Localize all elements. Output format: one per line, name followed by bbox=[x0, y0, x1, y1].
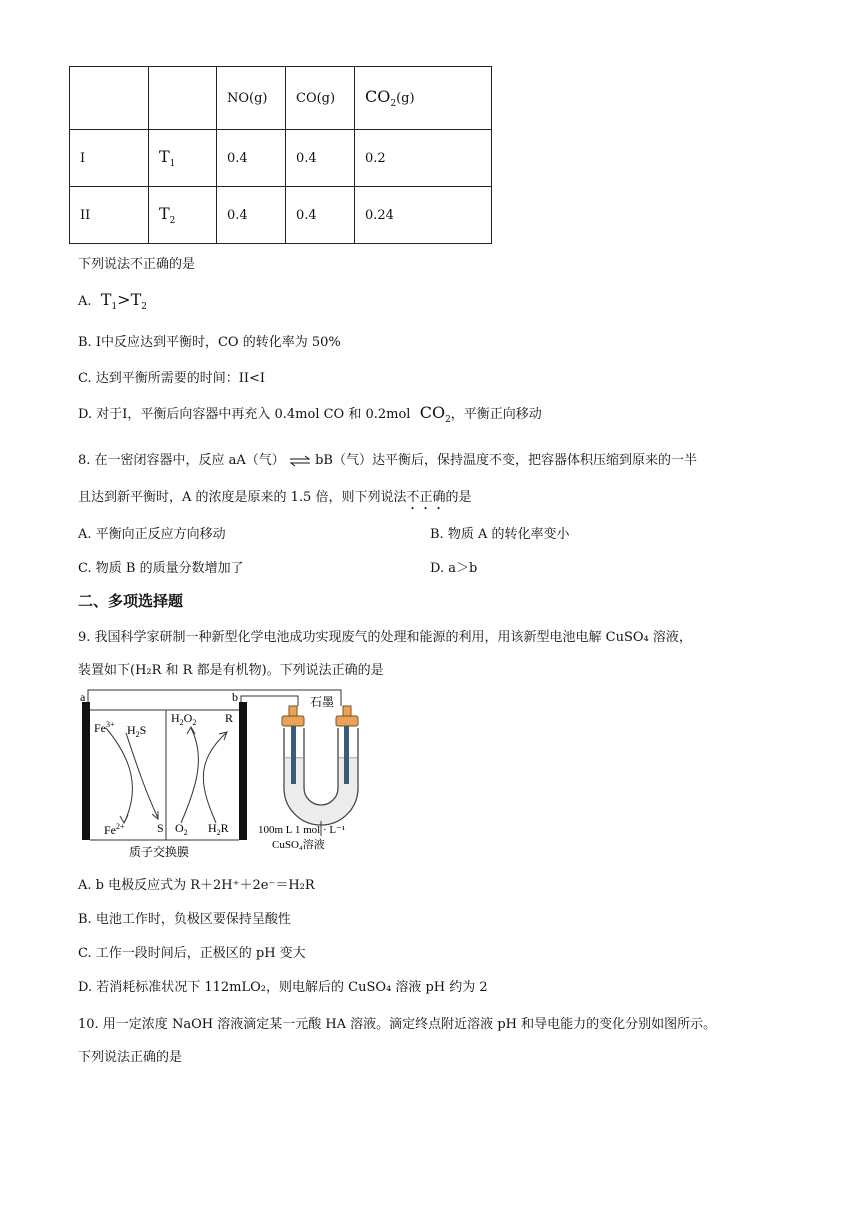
label-h2s: $H_2S$ bbox=[127, 723, 147, 739]
q7-option-d-text: D. 对于I，平衡后向容器中再充入 0.4mol CO 和 0.2mol bbox=[78, 407, 411, 422]
q10-stem-line2: 下列说法正确的是 bbox=[78, 1050, 183, 1065]
label-electrode-a: a bbox=[80, 690, 86, 704]
q8-stem-part: bB（气）达平衡后，保持温度不变，把容器体积压缩到原来的一半 bbox=[315, 453, 697, 468]
q10-stem-line1: 10. 用一定浓度 NaOH 溶液滴定某一元酸 HA 溶液。滴定终点附近溶液 pH 和导电能力的变化分别如图所示。 bbox=[78, 1017, 717, 1032]
q7-option-a: A. $T_1>T_2$ bbox=[78, 290, 147, 313]
q8-option-b: B. 物质 A 的转化率变小 bbox=[430, 527, 570, 542]
q8-emphasis: 不正确 bbox=[406, 490, 446, 505]
graphite-rod-left bbox=[291, 726, 296, 784]
label-membrane: 质子交换膜 bbox=[129, 845, 190, 859]
equilibrium-data-table bbox=[69, 66, 492, 244]
q9-option-a: A. b 电极反应式为 R＋2H⁺＋2e⁻＝H₂R bbox=[78, 878, 315, 893]
table-cell-no: 0.4 bbox=[217, 130, 286, 187]
electrode-a bbox=[82, 702, 90, 840]
q8-stem-line2 bbox=[78, 486, 472, 513]
q8-option-d: D. a＞b bbox=[430, 561, 478, 576]
label-solution-conc: 100m L 1 mol · L⁻¹ bbox=[258, 824, 346, 836]
q8-stem-line1 bbox=[78, 449, 697, 468]
label-fe3: $Fe^{3+}$ bbox=[94, 720, 115, 735]
table-header-cell bbox=[149, 67, 217, 130]
q9-stem-line1: 9. 我国科学家研制一种新型化学电池成功实现废气的处理和能源的利用，用该新型电池电解 CuSO₄ 溶液， bbox=[78, 630, 692, 645]
table-cell-co: 0.4 bbox=[286, 187, 355, 244]
table-cell-id: II bbox=[70, 187, 149, 244]
label-fe2: $Fe^{2+}$ bbox=[104, 822, 125, 837]
graphite-clamp-right bbox=[343, 706, 351, 716]
label-r: R bbox=[225, 711, 234, 725]
q9-option-b: B. 电池工作时，负极区要保持呈酸性 bbox=[78, 912, 291, 927]
graphite-clamp-left bbox=[289, 706, 297, 716]
label-o2: $O_2$ bbox=[175, 821, 188, 837]
q7-option-c: C. 达到平衡所需要的时间：II<I bbox=[78, 371, 266, 386]
table-cell-co: 0.4 bbox=[286, 130, 355, 187]
battery-electrolysis-figure bbox=[76, 688, 386, 863]
table-header-co: CO(g) bbox=[286, 67, 355, 130]
q9-stem-line2: 装置如下(H₂R 和 R 都是有机物)。下列说法正确的是 bbox=[78, 663, 384, 678]
q7-option-b: B. I中反应达到平衡时，CO 的转化率为 50% bbox=[78, 335, 341, 350]
electrode-b bbox=[239, 702, 247, 840]
table-cell-no: 0.4 bbox=[217, 187, 286, 244]
table-cell-temp: $T_1$ bbox=[149, 130, 217, 187]
q7-option-d-tail: ，平衡正向移动 bbox=[450, 407, 542, 422]
q7-stem: 下列说法不正确的是 bbox=[78, 257, 196, 272]
q8-option-c: C. 物质 B 的质量分数增加了 bbox=[78, 561, 244, 576]
table-header-cell bbox=[70, 67, 149, 130]
q8-option-a: A. 平衡向正反应方向移动 bbox=[78, 527, 226, 542]
table-cell-id: I bbox=[70, 130, 149, 187]
label-electrode-b: b bbox=[232, 690, 238, 704]
table-row bbox=[70, 130, 492, 187]
table-cell-co2: 0.24 bbox=[355, 187, 492, 244]
graphite-rod-right bbox=[344, 726, 349, 784]
label-h2o2: $H_2O_2$ bbox=[171, 711, 197, 727]
battery-diagram bbox=[76, 688, 386, 863]
equilibrium-arrow-icon bbox=[289, 455, 311, 467]
table-cell-temp: $T_2$ bbox=[149, 187, 217, 244]
label-solution-name: CuSO₄溶液 bbox=[272, 839, 325, 851]
table-header-row bbox=[70, 67, 492, 130]
q8-stem-part: 且达到新平衡时，A 的浓度是原来的 1.5 倍，则下列说法 bbox=[78, 490, 407, 505]
q9-option-c: C. 工作一段时间后，正极区的 pH 变大 bbox=[78, 946, 306, 961]
q9-option-d: D. 若消耗标准状况下 112mLO₂，则电解后的 CuSO₄ 溶液 pH 约为 2 bbox=[78, 980, 488, 995]
table-header-no: NO(g) bbox=[217, 67, 286, 130]
table-header-co2: $CO_2(g)$ bbox=[355, 67, 492, 130]
table-cell-co2: 0.2 bbox=[355, 130, 492, 187]
q8-stem-part: 的是 bbox=[445, 490, 472, 505]
label-graphite: 石墨 bbox=[310, 695, 335, 709]
section-heading: 二、多项选择题 bbox=[78, 592, 184, 610]
label-s: S bbox=[157, 821, 164, 835]
q7-option-a-label: A. bbox=[78, 294, 92, 309]
q8-stem-part: 8. 在一密闭容器中，反应 aA（气） bbox=[78, 453, 285, 468]
label-h2r: $H_2R$ bbox=[208, 821, 229, 837]
q7-option-d: D. 对于I，平衡后向容器中再充入 0.4mol CO 和 0.2mol $CO_2$，平衡正向移动 bbox=[78, 403, 542, 426]
table-row bbox=[70, 187, 492, 244]
